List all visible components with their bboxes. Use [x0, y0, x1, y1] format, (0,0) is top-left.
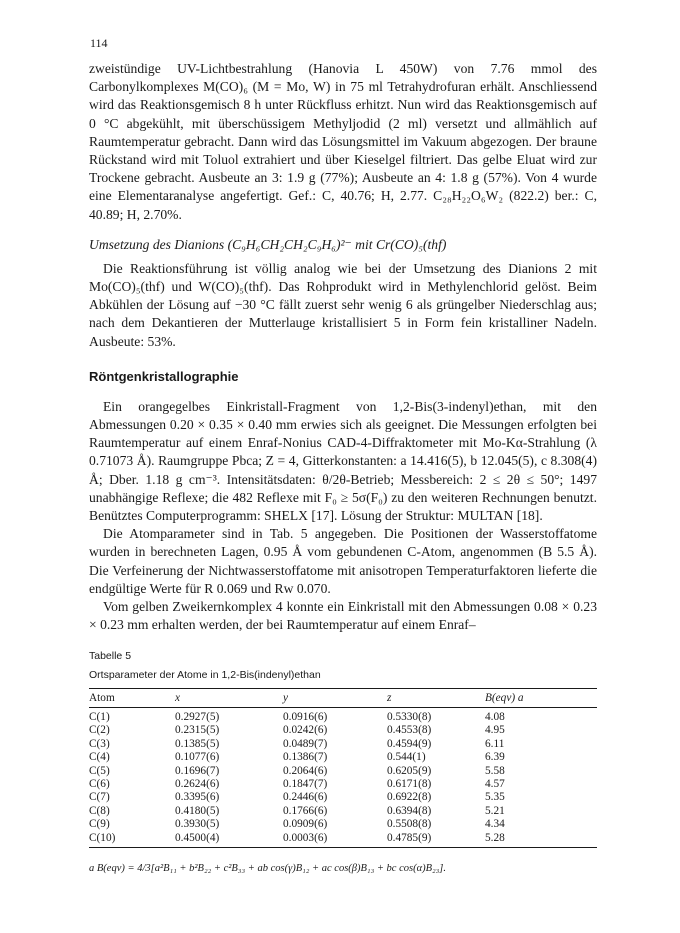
cell-beqv: 6.39: [485, 751, 505, 764]
header-beqv: B(eqv) a: [485, 689, 597, 708]
section-heading-xray: Röntgenkristallographie: [89, 368, 239, 384]
cell-atom: C(6): [89, 778, 110, 791]
table-row: [89, 805, 597, 818]
cell-y: 0.0909(6): [283, 818, 328, 831]
cell-y: 0.2064(6): [283, 764, 328, 777]
cell-z: 0.544(1): [387, 751, 426, 764]
table-row: [89, 751, 597, 764]
cell-x: 0.1077(6): [175, 751, 220, 764]
table-row: [89, 724, 597, 737]
cell-x: 0.4500(4): [175, 832, 283, 848]
article-body: [89, 60, 597, 634]
cell-x: 0.4180(5): [175, 804, 220, 817]
header-z: z: [387, 689, 485, 708]
cell-y: 0.0916(6): [283, 711, 328, 723]
cell-z: 0.5330(8): [387, 711, 432, 723]
cell-z: 0.4553(8): [387, 724, 432, 737]
cell-z: 0.6171(8): [387, 778, 432, 791]
cell-x: 0.1696(7): [175, 764, 220, 777]
table-row: [89, 832, 597, 848]
atom-parameters-table: [89, 688, 597, 848]
cell-beqv: 5.28: [485, 832, 597, 848]
cell-beqv: 4.95: [485, 724, 505, 737]
cell-x: 0.3930(5): [175, 818, 220, 831]
cell-z: 0.6394(8): [387, 804, 432, 817]
cell-atom: C(4): [89, 751, 110, 764]
paragraph-atom-parameters: Die Atomparameter sind in Tab. 5 angegeben. Die Positionen der Wasserstoffatome wurden in berechneten Lagen, 0.95 Å vom gebundenen C-Atom, angenommen (B 5.5 Å). Die Verfeinerung der Nichtwasserstoffatome mit anisotropen Temperaturfaktoren lieferte die endgültige Werte für R 0.069 und Rw 0.070.: [89, 526, 597, 596]
cell-atom: C(5): [89, 764, 110, 777]
header-x: x: [175, 689, 283, 708]
cell-x: 0.2315(5): [175, 724, 220, 737]
cell-y: 0.0242(6): [283, 724, 328, 737]
cell-atom: C(2): [89, 724, 110, 737]
cell-x: 0.3395(6): [175, 791, 220, 804]
header-atom: Atom: [89, 689, 175, 708]
subsection-title-dianion-chromium: Umsetzung des Dianions (C₉H₆CH₂CH₂C₉H₆)²⁻ mit Cr(CO)₅(thf): [89, 236, 447, 252]
cell-y: 0.1766(6): [283, 804, 328, 817]
table-row: [89, 778, 597, 791]
cell-x: 0.2927(5): [175, 711, 220, 723]
table-row: [89, 791, 597, 804]
cell-x: 0.1385(5): [175, 737, 220, 750]
cell-beqv: 4.34: [485, 818, 505, 831]
table-header-row: [89, 689, 597, 708]
cell-atom: C(8): [89, 804, 110, 817]
table-caption: Ortsparameter der Atome in 1,2-Bis(indenyl)ethan: [89, 669, 321, 681]
cell-y: 0.0489(7): [283, 737, 328, 750]
cell-x: 0.2624(6): [175, 778, 220, 791]
cell-y: 0.1847(7): [283, 778, 328, 791]
cell-beqv: 4.57: [485, 778, 505, 791]
cell-y: 0.2446(6): [283, 791, 328, 804]
paragraph-dinuclear-complex: Vom gelben Zweikernkomplex 4 konnte ein Einkristall mit den Abmessungen 0.08 × 0.23 × 0.23 mm erhalten werden, der bei Raumtemperatur auf einem Enraf–: [89, 599, 597, 633]
cell-beqv: 5.35: [485, 791, 505, 804]
cell-atom: C(9): [89, 818, 110, 831]
cell-atom: C(10): [89, 832, 175, 848]
cell-atom: C(1): [89, 711, 110, 723]
paragraph-synthesis-continued: zweistündige UV-Lichtbestrahlung (Hanovia L 450W) von 7.76 mmol des Carbonylkomplexes M(CO)₆ (M = Mo, W) in 75 ml Tetrahydrofuran erhält. Anschliessend wird das Reaktionsgemisch 8 h unter Rückfluss erhitzt. Nun wird das Reaktionsgemisch auf 0 °C abgekühlt, mit überschüssigem Methyljodid (2 ml) versetzt und allmählich auf Raumtemperatur gebracht. Dann wird das Lösungsmittel im Vakuum abgezogen. Der braune Rückstand wird mit Toluol extrahiert und über Kieselgel filtriert. Das gelbe Eluat wird zur Trockene gebracht. Ausbeute an 3: 1.9 g (77%); Ausbeute an 4: 1.8 g (57%). Von 4 wurde eine Elementaranalyse angefertigt. Gef.: C, 40.76; H, 2.77. C₂₈H₂₂O₆W₂ (822.2) ber.: C, 40.89; H, 2.70%.: [89, 61, 597, 222]
table-footnote: a B(eqv) = 4/3[a²B₁₁ + b²B₂₂ + c²B₃₃ + ab cos(γ)B₁₂ + ac cos(β)B₁₃ + bc cos(α)B₂₃].: [89, 863, 447, 874]
cell-z: 0.4785(9): [387, 832, 485, 848]
cell-beqv: 4.08: [485, 711, 505, 723]
cell-beqv: 5.58: [485, 764, 505, 777]
cell-z: 0.6922(8): [387, 791, 432, 804]
cell-y: 0.1386(7): [283, 751, 328, 764]
table-label: Tabelle 5: [89, 650, 132, 662]
table-row: [89, 708, 597, 725]
header-y: y: [283, 689, 387, 708]
cell-beqv: 6.11: [485, 737, 505, 750]
table-row: [89, 818, 597, 831]
cell-beqv: 5.21: [485, 804, 505, 817]
table-row: [89, 738, 597, 751]
paragraph-crystal-measurement: Ein orangegelbes Einkristall-Fragment von 1,2-Bis(3-indenyl)ethan, mit den Abmessungen 0.20 × 0.35 × 0.40 mm erwies sich als geeignet. Die Messungen erfolgten bei Raumtemperatur auf einem Enraf-Nonius CAD-4-Diffraktometer mit Mo-Kα-Strahlung (λ 0.71073 Å). Raumgruppe Pbca; Z = 4, Gitterkonstanten: a 14.416(5), b 12.045(5), c 8.308(4) Å; Dber. 1.18 g cm⁻³. Intensitätsdaten: θ/2θ-Betrieb; Messbereich: 2 ≤ 2θ ≤ 50°; 1497 unabhängige Reflexe; die 482 Reflexe mit F₀ ≥ 5σ(F₀) zu den weiteren Rechnungen benutzt. Benütztes Computerprogramm: SHELX [17]. Lösung der Struktur: MULTAN [18].: [89, 398, 597, 524]
cell-z: 0.6205(9): [387, 764, 432, 777]
table-row: [89, 765, 597, 778]
cell-atom: C(3): [89, 737, 110, 750]
cell-z: 0.5508(8): [387, 818, 432, 831]
cell-z: 0.4594(9): [387, 737, 432, 750]
cell-atom: C(7): [89, 791, 110, 804]
paragraph-dianion-reaction: Die Reaktionsführung ist völlig analog wie bei der Umsetzung des Dianions 2 mit Mo(CO)₅(thf) und W(CO)₅(thf). Das Rohprodukt wird in Methylenchlorid gelöst. Beim Abkühlen der Lösung auf −30 °C fällt zuerst sehr wenig 6 als grüngelber Niederschlag aus; nach dem Dekantieren der Mutterlauge kristallisiert 5 in Form fein kristalliner Nadeln. Ausbeute: 53%.: [89, 260, 597, 349]
cell-y: 0.0003(6): [283, 832, 387, 848]
page-number: 114: [90, 36, 108, 50]
